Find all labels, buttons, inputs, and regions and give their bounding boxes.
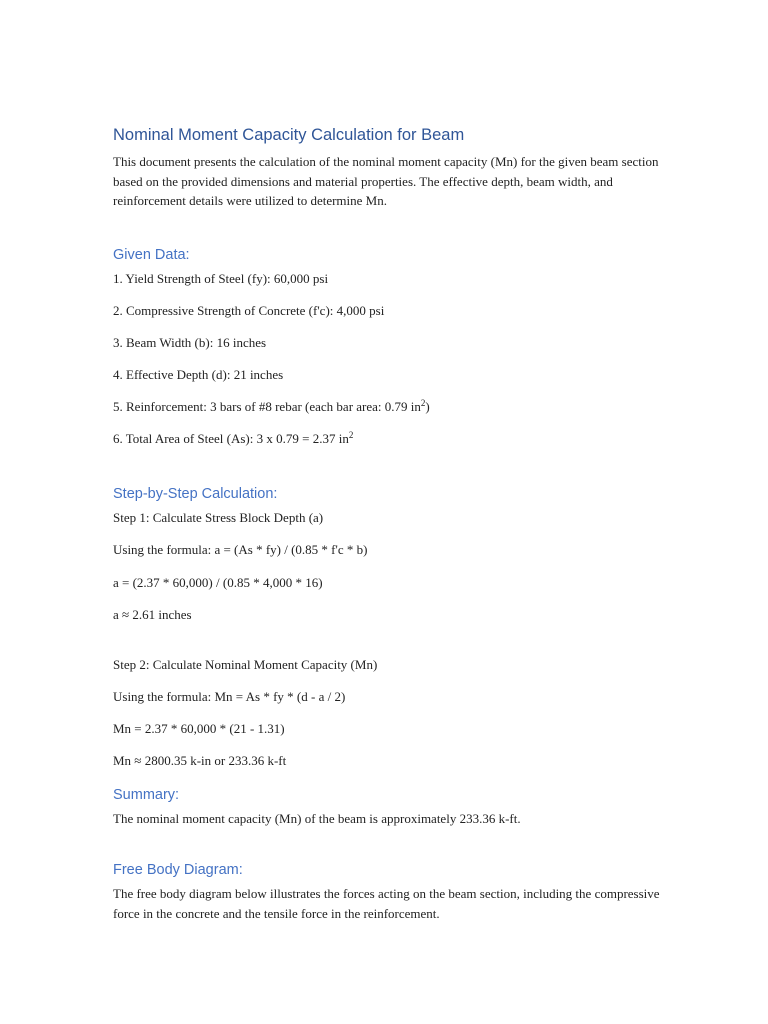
- given-item-beam-width: 3. Beam Width (b): 16 inches: [113, 334, 267, 350]
- summary-paragraph: The nominal moment capacity (Mn) of the beam is approximately 233.36 k-ft.: [113, 810, 521, 826]
- reinforcement-text: 5. Reinforcement: 3 bars of #8 rebar (each bar area: 0.79 in: [113, 398, 421, 414]
- step2-substitution: Mn = 2.37 * 60,000 * (21 - 1.31): [113, 721, 285, 737]
- step2-result: Mn ≈ 2800.35 k-in or 233.36 k-ft: [113, 753, 287, 769]
- step1-substitution: a = (2.37 * 60,000) / (0.85 * 4,000 * 16): [113, 574, 323, 590]
- free-body-diagram-paragraph: The free body diagram below illustrates the forces acting on the beam section, including the compressive force in the concrete and the tensile force in the reinforcement.: [113, 886, 660, 921]
- reinforcement-tail: ): [425, 398, 430, 414]
- given-item-compressive-strength: 2. Compressive Strength of Concrete (f'c): 4,000 psi: [113, 302, 385, 318]
- reinforcement-superscript: 2: [420, 397, 426, 408]
- summary-heading: Summary:: [113, 786, 180, 803]
- document-body: [113, 124, 673, 923]
- given-item-reinforcement: [113, 397, 673, 417]
- step1-title: Step 1: Calculate Stress Block Depth (a): [113, 510, 324, 526]
- step1-result: a ≈ 2.61 inches: [113, 606, 192, 622]
- given-item-total-steel-area: [113, 429, 673, 449]
- given-data-heading: Given Data:: [113, 246, 190, 263]
- given-item-effective-depth: 4. Effective Depth (d): 21 inches: [113, 366, 284, 382]
- given-item-yield-strength: 1. Yield Strength of Steel (fy): 60,000 psi: [113, 270, 329, 286]
- intro-paragraph: This document presents the calculation of the nominal moment capacity (Mn) for the given beam section based on the provided dimensions and material properties. The effective depth, beam width, and reinforcement details were utilized to determine Mn.: [113, 154, 659, 208]
- total-steel-text: 6. Total Area of Steel (As): 3 x 0.79 = 2.37 in: [113, 430, 349, 446]
- total-steel-superscript: 2: [348, 429, 354, 440]
- document-title: Nominal Moment Capacity Calculation for Beam: [113, 126, 465, 144]
- free-body-diagram-heading: Free Body Diagram:: [113, 862, 243, 879]
- step-by-step-heading: Step-by-Step Calculation:: [113, 486, 278, 503]
- step1-formula: Using the formula: a = (As * fy) / (0.85 * f'c * b): [113, 542, 368, 558]
- step2-formula: Using the formula: Mn = As * fy * (d - a / 2): [113, 689, 346, 705]
- step2-title: Step 2: Calculate Nominal Moment Capacity (Mn): [113, 657, 378, 673]
